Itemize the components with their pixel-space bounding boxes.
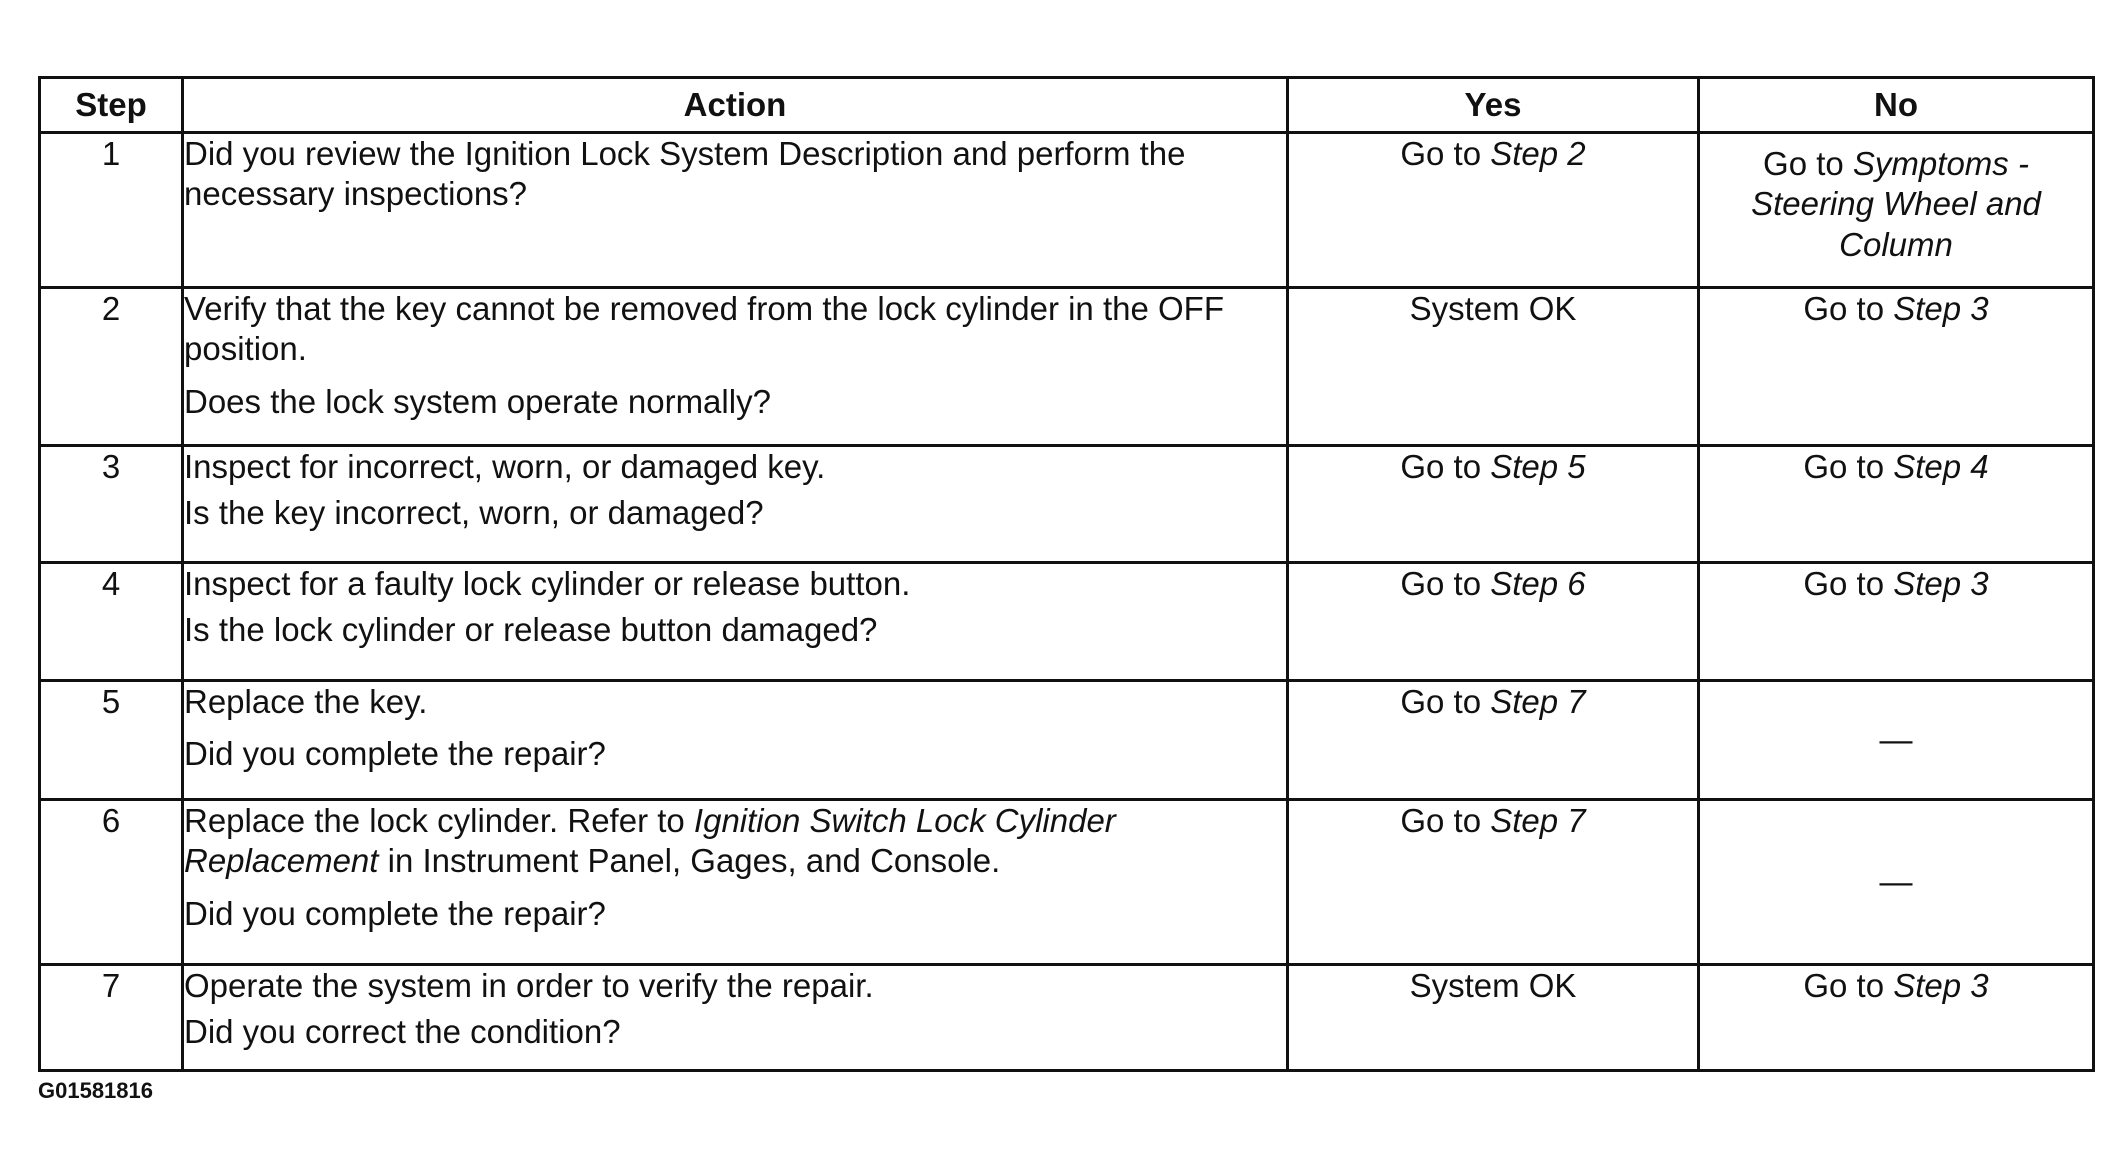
yes-cell: [1288, 288, 1699, 446]
action-instruction: Replace the key.: [184, 683, 428, 720]
action-instruction: Inspect for a faulty lock cylinder or release button.: [184, 565, 911, 602]
no-dash: —: [1879, 720, 1913, 758]
action-question: Does the lock system operate normally?: [184, 382, 771, 420]
header-row: [40, 78, 2094, 133]
yes-prefix: Go to: [1400, 683, 1491, 720]
table-row: [40, 800, 2094, 965]
step-number: 5: [40, 681, 183, 800]
header-step: Step: [40, 78, 183, 133]
table-row: [40, 563, 2094, 681]
action-cell: [183, 681, 1288, 800]
table-row: [40, 288, 2094, 446]
no-prefix: Go to: [1803, 565, 1894, 602]
yes-target: Step 2: [1490, 135, 1586, 172]
step-number: 4: [40, 563, 183, 681]
action-instruction: Verify that the key cannot be removed from the lock cylinder in the OFF position.: [184, 290, 1224, 368]
instruction-suffix: in Instrument Panel, Gages, and Console.: [378, 842, 1001, 880]
action-instruction: Did you review the Ignition Lock System Description and perform the necessary inspections?: [184, 135, 1186, 213]
yes-cell: [1288, 133, 1699, 288]
action-cell: [183, 133, 1288, 288]
action-cell: [183, 965, 1288, 1071]
table-row: [40, 965, 2094, 1071]
no-cell: [1699, 563, 2094, 681]
yes-cell: [1288, 681, 1699, 800]
yes-text: System OK: [1409, 967, 1577, 1004]
no-target: Step 4: [1893, 448, 1989, 485]
action-question: Did you complete the repair?: [184, 735, 606, 773]
header-action: Action: [183, 78, 1288, 133]
instruction-prefix: Replace the lock cylinder. Refer to: [184, 802, 694, 839]
step-number: 3: [40, 446, 183, 563]
no-target: Symptoms - Steering Wheel and Column: [1751, 145, 2041, 263]
action-question: Is the lock cylinder or release button damaged?: [184, 611, 878, 649]
yes-text: System OK: [1409, 290, 1577, 327]
action-question: Did you complete the repair?: [184, 894, 606, 932]
table-row: [40, 681, 2094, 800]
yes-target: Step 7: [1490, 802, 1586, 839]
no-prefix: Go to: [1763, 145, 1853, 182]
step-number: 2: [40, 288, 183, 446]
no-target: Step 3: [1893, 565, 1989, 602]
action-question: Is the key incorrect, worn, or damaged?: [184, 494, 764, 532]
diagnostic-table: [38, 76, 2095, 1072]
yes-prefix: Go to: [1400, 135, 1491, 172]
yes-prefix: Go to: [1400, 448, 1491, 485]
action-cell: [183, 288, 1288, 446]
action-instruction: Inspect for incorrect, worn, or damaged key.: [184, 448, 826, 485]
no-prefix: Go to: [1803, 290, 1894, 327]
action-instruction: Operate the system in order to verify the repair.: [184, 967, 874, 1004]
yes-target: Step 5: [1490, 448, 1586, 485]
header-no: No: [1699, 78, 2094, 133]
yes-target: Step 7: [1490, 683, 1586, 720]
yes-cell: [1288, 800, 1699, 965]
yes-prefix: Go to: [1400, 802, 1491, 839]
step-number: 6: [40, 800, 183, 965]
step-number: 1: [40, 133, 183, 288]
no-cell: [1699, 133, 2094, 288]
no-cell: [1699, 965, 2094, 1071]
table-row: [40, 446, 2094, 563]
yes-cell: [1288, 446, 1699, 563]
yes-cell: [1288, 563, 1699, 681]
step-number: 7: [40, 965, 183, 1071]
action-question: Did you correct the condition?: [184, 1013, 621, 1051]
action-cell: [183, 446, 1288, 563]
no-target: Step 3: [1893, 290, 1989, 327]
no-cell: [1699, 446, 2094, 563]
table-row: [40, 133, 2094, 288]
action-cell: [183, 800, 1288, 965]
no-cell: [1699, 288, 2094, 446]
action-instruction: [184, 801, 1286, 882]
no-cell: [1699, 681, 2094, 800]
no-prefix: Go to: [1803, 967, 1894, 1004]
no-cell: [1699, 800, 2094, 965]
no-target: Step 3: [1893, 967, 1989, 1004]
yes-prefix: Go to: [1400, 565, 1491, 602]
no-dash: —: [1879, 862, 1913, 900]
action-cell: [183, 563, 1288, 681]
yes-cell: [1288, 965, 1699, 1071]
yes-target: Step 6: [1490, 565, 1586, 602]
figure-id: G01581816: [38, 1078, 153, 1103]
header-yes: Yes: [1288, 78, 1699, 133]
instruction-reference: Ignition Switch Lock Cylinder Replacement: [184, 802, 1116, 880]
no-prefix: Go to: [1803, 448, 1894, 485]
